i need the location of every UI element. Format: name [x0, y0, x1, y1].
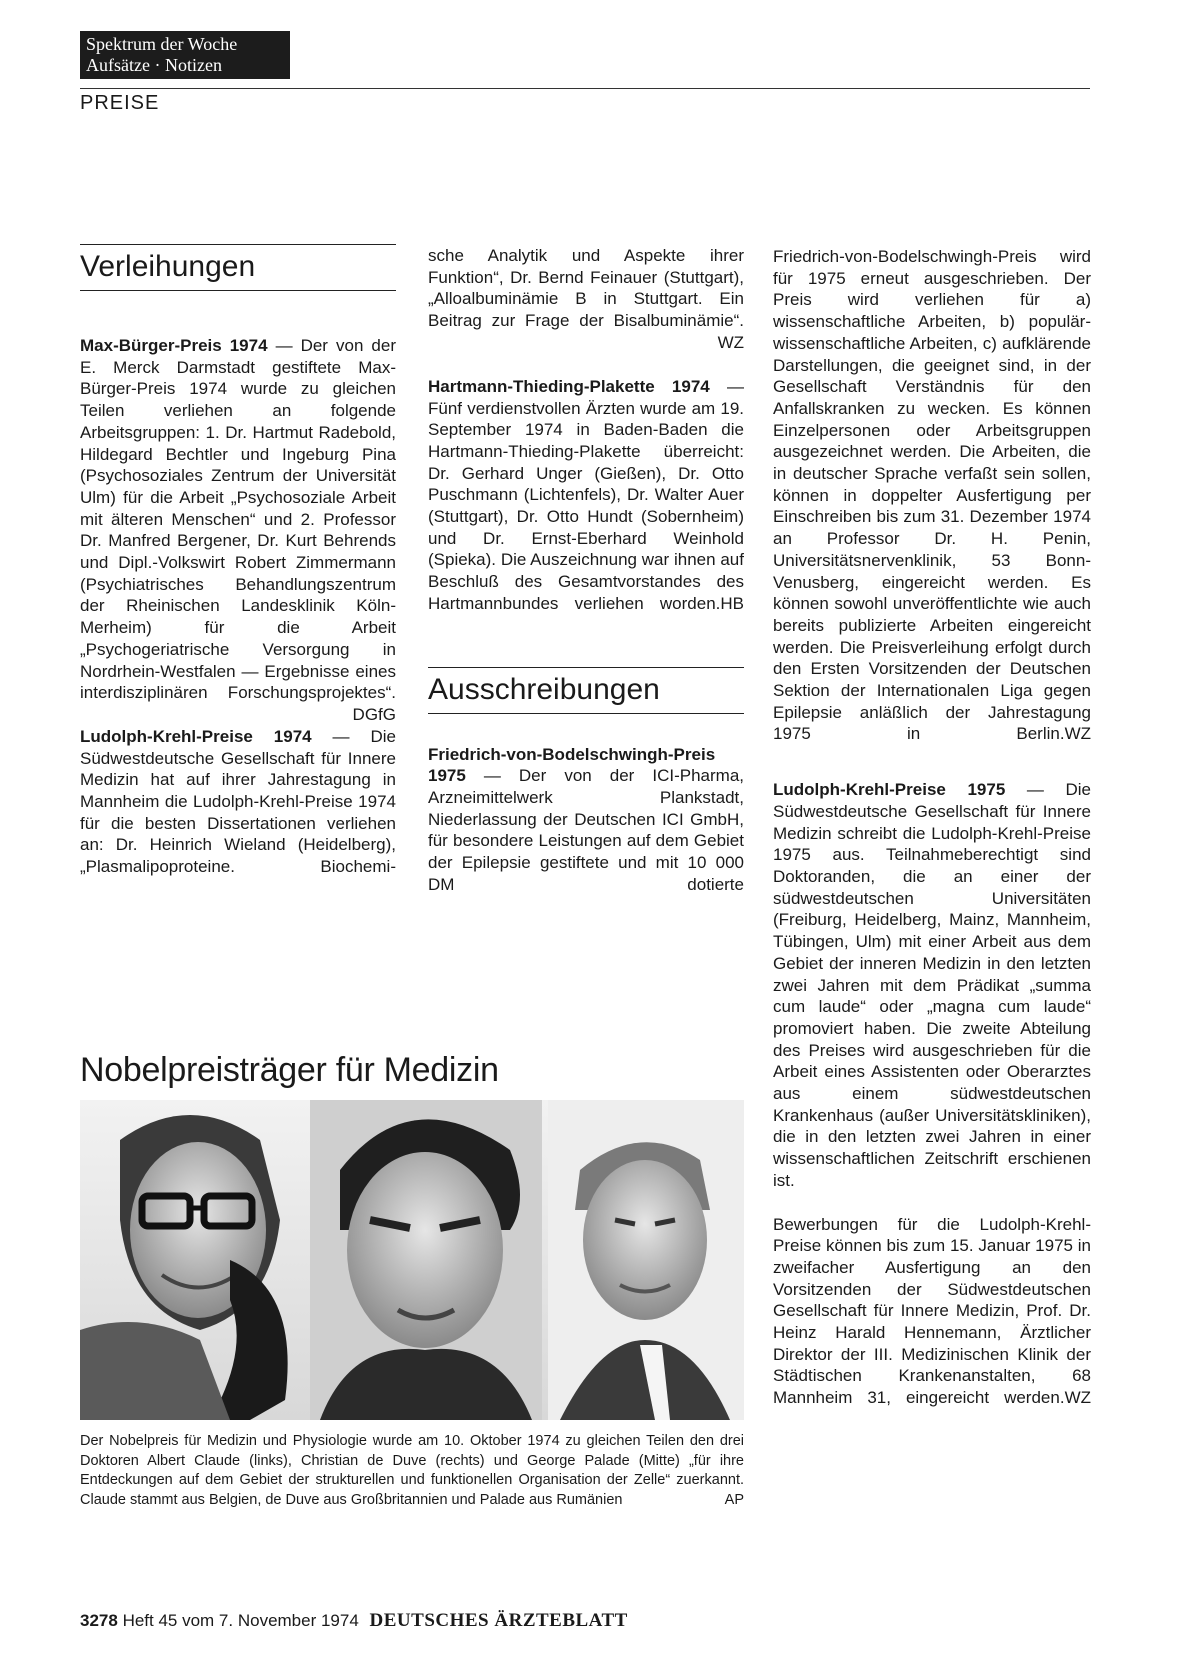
heading-verleihungen: Verleihungen — [80, 244, 396, 291]
article-bodelschwingh-cont — [773, 246, 1091, 745]
heading-ausschreibungen: Ausschreibungen — [428, 667, 744, 714]
column-1 — [80, 244, 396, 878]
article-ludolph-krehl-1974-cont — [428, 245, 744, 352]
article-title: Ludolph-Krehl-Preise 1974 — [80, 726, 312, 746]
article-source: WZ — [1064, 724, 1091, 744]
article-title: Max-Bürger-Preis 1974 — [80, 336, 268, 355]
article-source: WZ — [717, 332, 744, 352]
article-body: Bewerbungen für die Ludolph-Krehl-Preise können bis zum 15. Januar 1975 in zweifacher Ausfertigung an den Vorsitzenden der Südwestdeutschen Gesellschaft für Innere Medizin, Prof. Dr. Heinz Harald Hennemann, Ärztlicher Direktor der III. Medizinischen Klinik der Städtischen Krankenanstalten, 68 Mannheim 31, eingereicht werden. — [773, 1214, 1091, 1408]
magazine-name: DEUTSCHES ÄRZTEBLATT — [369, 1610, 628, 1631]
article-bodelschwingh — [428, 744, 744, 896]
badge-line-1: Spektrum der Woche — [86, 34, 238, 54]
article-body: — Der von der E. Merck Darmstadt gestiftete Max-Bürger-Preis 1974 wurde zu gleichen Teilen verliehen an folgende Arbeitsgruppen: 1. Dr. Hartmut Radebold, Hildegard Bechtler und Ingeburg Pina (Psychosoziales Zentrum der Universität Ulm) für die Arbeit „Psychosoziale Arbeit mit älteren Menschen“ und 2. Professor Dr. Manfred Bergener, Dr. Kurt Behrends und Dipl.-Volkswirt Robert Zimmermann (Psychiatrisches Behandlungszentrum der Rheinischen Landesklinik Köln-Merheim) für die Arbeit „Psychogeriatrische Versorgung in Nordrhein-Westfalen — Ergebnisse eines interdisziplinären Forschungsprojektes“. — [80, 336, 396, 703]
caption-text: Der Nobelpreis für Medizin und Physiologie wurde am 10. Oktober 1974 zu gleichen Teilen den drei Doktoren Albert Claude (links), Christian de Duve (rechts) und George Palade (Mitte) „für ihre Entdeckungen auf dem Gebiet der strukturellen und funktionellen Organisation der Zelle“ zuerkannt. Claude stammt aus Belgien, de Duve aus Großbritannien und Palade aus Rumänien — [80, 1433, 744, 1508]
article-title: Ludolph-Krehl-Preise 1975 — [773, 780, 1006, 800]
issue-info: Heft 45 vom 7. November 1974 — [122, 1611, 359, 1630]
article-body: Friedrich-von-Bodelschwingh-Preis wird für 1975 erneut ausgeschrieben. Der Preis wird verliehen für a) wissenschaftliche Arbeiten, b) populär-wissenschaftliche Arbeiten, c) aufklärende Darstellungen, die geeignet sind, in der Gesellschaft Verständnis für den Anfallskranken zu wecken. Es können Einzelpersonen oder Arbeitsgruppen ausgezeichnet werden. Die Arbeiten, die in deutscher Sprache verfaßt sein sollen, können in doppelter Ausfertigung per Einschreiben bis zum 31. Dezember 1974 an Professor Dr. H. Penin, Universitätsnervenklinik, 53 Bonn-Venusberg, eingereicht werden. Es können sowohl unveröffentlichte wie auch bereits publizierte Arbeiten eingereicht werden. Die Preisverleihung erfolgt durch den Ersten Vorsitzenden der Deutschen Sektion der Internationalen Liga gegen Epilepsie anläßlich der Jahrestagung 1975 in Berlin. — [773, 247, 1091, 744]
portrait-palade — [310, 1100, 542, 1420]
article-source: DGfG — [352, 704, 396, 724]
page-number: 3278 — [80, 1611, 118, 1630]
laureates-photo — [80, 1100, 744, 1420]
header-rule — [80, 88, 1090, 89]
article-title: Hartmann-Thieding-Plakette 1974 — [428, 376, 710, 396]
column-2 — [428, 245, 744, 895]
column-3 — [773, 246, 1091, 1409]
caption-source: AP — [724, 1491, 744, 1508]
article-max-buerger — [80, 335, 396, 724]
article-bewerbungen — [773, 1214, 1091, 1409]
portrait-de-duve — [548, 1100, 744, 1420]
feature-title: Nobelpreisträger für Medizin — [80, 1051, 499, 1089]
article-body: — Die Südwestdeutsche Gesellschaft für Innere Medizin hat auf ihrer Jahrestagung in Mannheim die Ludolph-Krehl-Preise 1974 für die besten Dissertationen verliehen an: Dr. Heinrich Wieland (Heidelberg), „Plasmalipoproteine. Biochemi- — [80, 726, 396, 877]
section-badge — [80, 31, 290, 79]
page-footer — [80, 1610, 628, 1632]
article-source: HB — [720, 593, 744, 613]
article-ludolph-krehl-1974 — [80, 726, 396, 878]
article-hartmann-thieding — [428, 376, 744, 615]
section-label: PREISE — [80, 92, 160, 114]
photo-caption — [80, 1432, 744, 1510]
badge-line-2: Aufsätze · Notizen — [86, 55, 222, 75]
article-body: — Fünf verdienstvollen Ärzten wurde am 19. September 1974 in Baden-Baden die Hartmann-Thieding-Plakette überreicht: Dr. Gerhard Unger (Gießen), Dr. Otto Puschmann (Lichtenfels), Dr. Walter Auer (Stuttgart), Dr. Otto Hundt (Sobernheim) und Dr. Ernst-Eberhard Weinhold (Spieka). Die Auszeichnung war ihnen auf Beschluß des Gesamtvorstandes des Hartmannbundes verliehen worden. — [428, 376, 744, 613]
article-body: — Die Südwestdeutsche Gesellschaft für Innere Medizin schreibt die Ludolph-Krehl-Preise 1975 aus. Teilnahmeberechtigt sind Doktoranden, die an einer der südwestdeutschen Universitäten (Freiburg, Heidelberg, Mainz, Mannheim, Tübingen, Ulm) mit einer Arbeit aus dem Gebiet der inneren Medizin in den letzten zwei Jahren mit dem Prädikat „summa cum laude“ oder „magna cum laude“ promoviert haben. Die zweite Abteilung des Preises wird ausgeschrieben für die Arbeit eines Assistenten oder Oberarztes aus einem südwestdeutschen Krankenhaus (außer Universitätskliniken), die in den letzten zwei Jahren in einer wissenschaftlichen Zeitschrift erschienen ist. — [773, 780, 1091, 1190]
article-source: WZ — [1064, 1388, 1091, 1408]
article-title: Friedrich-von-Bodelschwingh-Preis 1975 — [428, 744, 716, 786]
article-ludolph-krehl-1975 — [773, 779, 1091, 1191]
article-body: sche Analytik und Aspekte ihrer Funktion“, Dr. Bernd Feinauer (Stuttgart), „Alloalbuminämie B in Stuttgart. Ein Beitrag zur Frage der Bisalbuminämie“. — [428, 246, 744, 331]
article-body: — Der von der ICI-Pharma, Arzneimittelwerk Plankstadt, Niederlassung der Deutschen ICI GmbH, für besondere Leistungen auf dem Gebiet der Epilepsie gestiftete und mit 10 000 DM dotierte — [428, 766, 744, 894]
